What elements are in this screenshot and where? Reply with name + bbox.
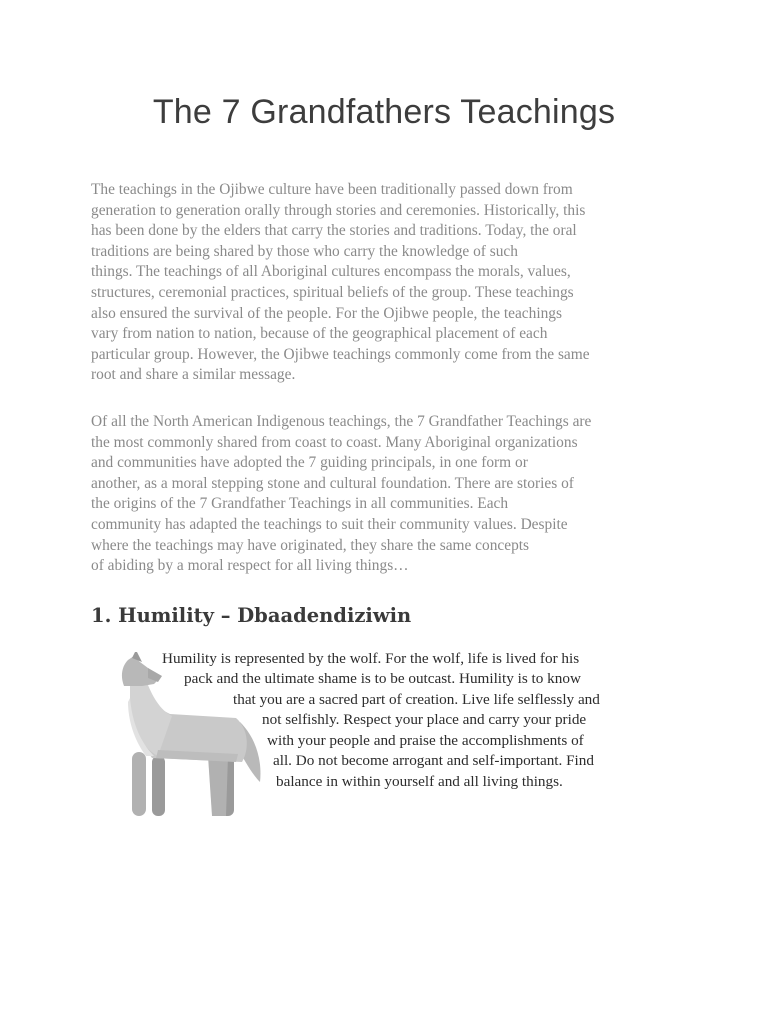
humility-text-line: Humility is represented by the wolf. For the wolf, life is lived for his — [162, 650, 580, 667]
text-line: community has adapted the teachings to suit their community values. Despite — [91, 515, 568, 533]
humility-text-line: pack and the ultimate shame is to be outcast. Humility is to know — [184, 670, 581, 687]
text-line: things. The teachings of all Aboriginal cultures encompass the morals, values, — [91, 263, 571, 281]
text-line: where the teachings may have originated, they share the same concepts — [91, 536, 530, 554]
humility-text-line: all. Do not become arrogant and self-important. Find — [273, 752, 594, 769]
text-line: another, as a moral stepping stone and cultural foundation. There are stories of — [91, 474, 574, 492]
humility-text-line: with your people and praise the accomplishments of — [267, 732, 584, 749]
text-line: the most commonly shared from coast to coast. Many Aboriginal organizations — [91, 433, 578, 451]
page-title: The 7 Grandfathers Teachings — [152, 93, 616, 131]
text-line: also ensured the survival of the people. For the Ojibwe people, the teachings — [91, 304, 562, 322]
text-line: root and share a similar message. — [91, 366, 296, 384]
text-line: has been done by the elders that carry the stories and traditions. Today, the oral — [91, 222, 577, 240]
humility-text-line: that you are a sacred part of creation. Live life selflessly and — [233, 691, 600, 708]
section-heading-humility: 1. Humility – Dbaadendiziwin — [91, 604, 412, 627]
text-line: structures, ceremonial practices, spiritual beliefs of the group. These teachings — [91, 283, 574, 301]
intro-paragraph-2 — [91, 412, 681, 577]
text-line: traditions are being shared by those who carry the knowledge of such — [91, 242, 518, 260]
humility-text-line: not selfishly. Respect your place and carry your pride — [262, 711, 587, 728]
text-line: and communities have adopted the 7 guiding principals, in one form or — [91, 454, 528, 472]
humility-text-line: balance in within yourself and all living things. — [276, 773, 563, 790]
text-line: vary from nation to nation, because of the geographical placement of each — [91, 325, 548, 343]
text-line: the origins of the 7 Grandfather Teachings in all communities. Each — [91, 495, 509, 513]
text-line: of abiding by a moral respect for all living things… — [91, 557, 409, 575]
text-line: particular group. However, the Ojibwe teachings commonly come from the same — [91, 345, 590, 363]
text-line: The teachings in the Ojibwe culture have been traditionally passed down from — [91, 181, 573, 198]
text-line: generation to generation orally through stories and ceremonies. Historically, this — [91, 201, 586, 219]
intro-paragraph-1 — [91, 180, 681, 386]
text-line: Of all the North American Indigenous teachings, the 7 Grandfather Teachings are — [91, 413, 592, 430]
